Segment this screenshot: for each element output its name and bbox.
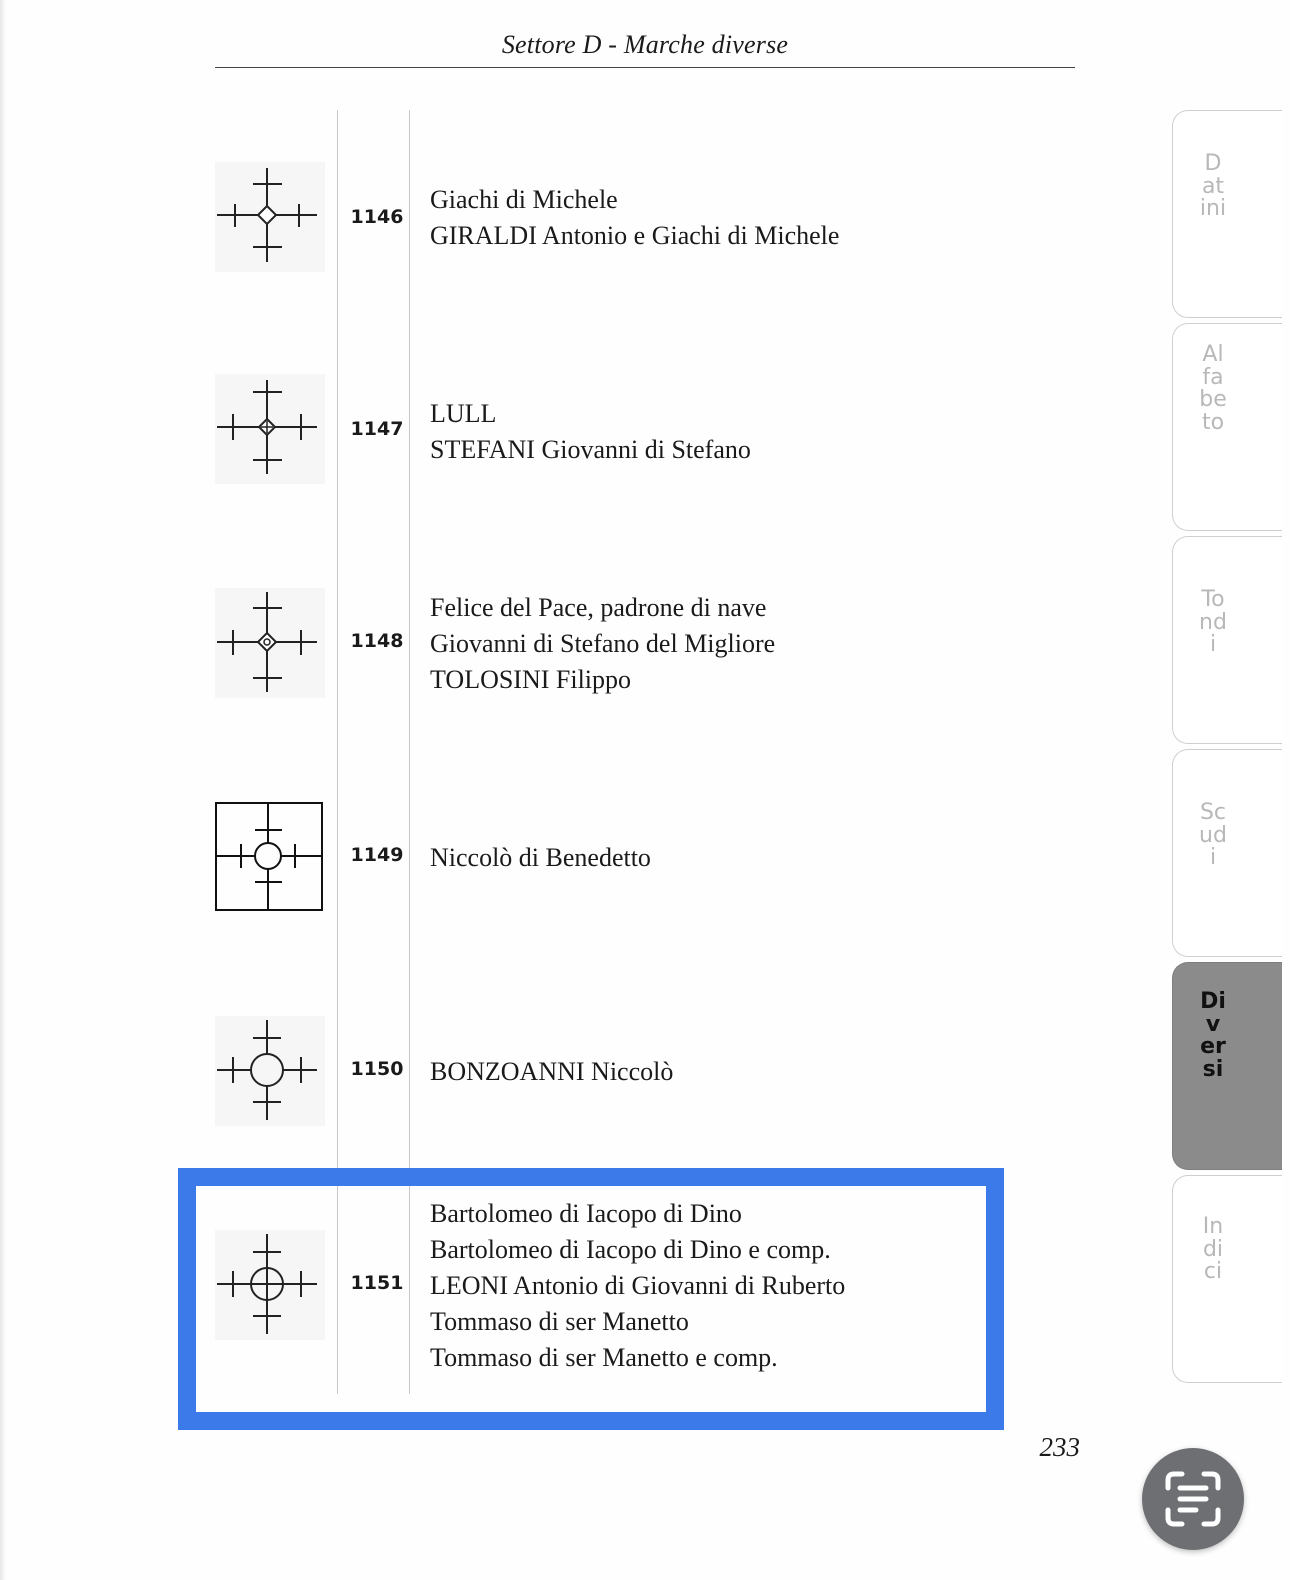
mark-1147 bbox=[215, 374, 325, 484]
entry-number: 1146 bbox=[350, 206, 404, 228]
cross-diamond-plus-icon bbox=[215, 374, 325, 484]
entry-1147 bbox=[0, 322, 1160, 534]
tab-scudi[interactable] bbox=[1172, 749, 1282, 957]
entry-names bbox=[430, 182, 990, 254]
text-scan-icon bbox=[1142, 1448, 1244, 1550]
tab-diversi[interactable] bbox=[1172, 962, 1282, 1170]
tab-label: Tondi bbox=[1199, 587, 1227, 657]
mark-1151 bbox=[215, 1230, 325, 1340]
tab-label: Indici bbox=[1202, 1214, 1224, 1284]
name-line: GIRALDI Antonio e Giachi di Michele bbox=[430, 221, 840, 250]
header-rule bbox=[215, 67, 1075, 68]
name-line: LEONI Antonio di Giovanni di Ruberto bbox=[430, 1271, 846, 1300]
tab-alfabeto[interactable] bbox=[1172, 323, 1282, 531]
name-line: Bartolomeo di Iacopo di Dino e comp. bbox=[430, 1235, 831, 1264]
name-line: STEFANI Giovanni di Stefano bbox=[430, 435, 751, 464]
name-line: Tommaso di ser Manetto e comp. bbox=[430, 1343, 778, 1372]
name-line: Bartolomeo di Iacopo di Dino bbox=[430, 1199, 742, 1228]
tab-label: Alfabeto bbox=[1199, 342, 1227, 435]
page-header: Settore D - Marche diverse bbox=[501, 30, 789, 59]
tab-label: Scudi bbox=[1199, 800, 1227, 870]
tab-label: Diversi bbox=[1200, 989, 1226, 1082]
text-scan-button[interactable] bbox=[1142, 1448, 1244, 1550]
entry-number: 1149 bbox=[350, 844, 404, 866]
name-line: TOLOSINI Filippo bbox=[430, 665, 632, 694]
entry-names bbox=[430, 1196, 990, 1376]
name-line: Giovanni di Stefano del Migliore bbox=[430, 629, 776, 658]
name-line: Niccolò di Benedetto bbox=[430, 843, 651, 872]
tab-indici[interactable] bbox=[1172, 1175, 1282, 1383]
mark-1150 bbox=[215, 1016, 325, 1126]
name-line: Tommaso di ser Manetto bbox=[430, 1307, 689, 1336]
entry-1150 bbox=[0, 962, 1160, 1174]
name-line: Giachi di Michele bbox=[430, 185, 618, 214]
cross-circle-through-icon bbox=[215, 1230, 325, 1340]
cross-diamond-letter-icon bbox=[215, 588, 325, 698]
entry-names bbox=[430, 1054, 990, 1090]
cross-circle-icon bbox=[215, 1016, 325, 1126]
name-line: LULL bbox=[430, 399, 497, 428]
tab-label: Datini bbox=[1199, 151, 1227, 221]
entry-1146 bbox=[0, 110, 1160, 322]
mark-1148 bbox=[215, 588, 325, 698]
entry-number: 1147 bbox=[350, 418, 404, 440]
entry-names bbox=[430, 396, 990, 468]
entry-1149 bbox=[0, 748, 1160, 960]
name-line: Felice del Pace, padrone di nave bbox=[430, 593, 767, 622]
entry-1148 bbox=[0, 534, 1160, 746]
cross-diamond-icon bbox=[215, 162, 325, 272]
tab-datini[interactable] bbox=[1172, 110, 1282, 318]
entry-number: 1148 bbox=[350, 630, 404, 652]
tab-tondi[interactable] bbox=[1172, 536, 1282, 744]
page-number: 233 bbox=[1039, 1432, 1080, 1462]
boxed-cross-circle-icon bbox=[215, 802, 325, 912]
mark-1146 bbox=[215, 162, 325, 272]
entry-names bbox=[430, 590, 990, 698]
entry-number: 1151 bbox=[350, 1272, 404, 1294]
entry-number: 1150 bbox=[350, 1058, 404, 1080]
name-line: BONZOANNI Niccolò bbox=[430, 1057, 674, 1086]
mark-1149 bbox=[215, 802, 325, 912]
entry-names bbox=[430, 840, 990, 876]
entry-1151 bbox=[0, 1176, 1160, 1388]
